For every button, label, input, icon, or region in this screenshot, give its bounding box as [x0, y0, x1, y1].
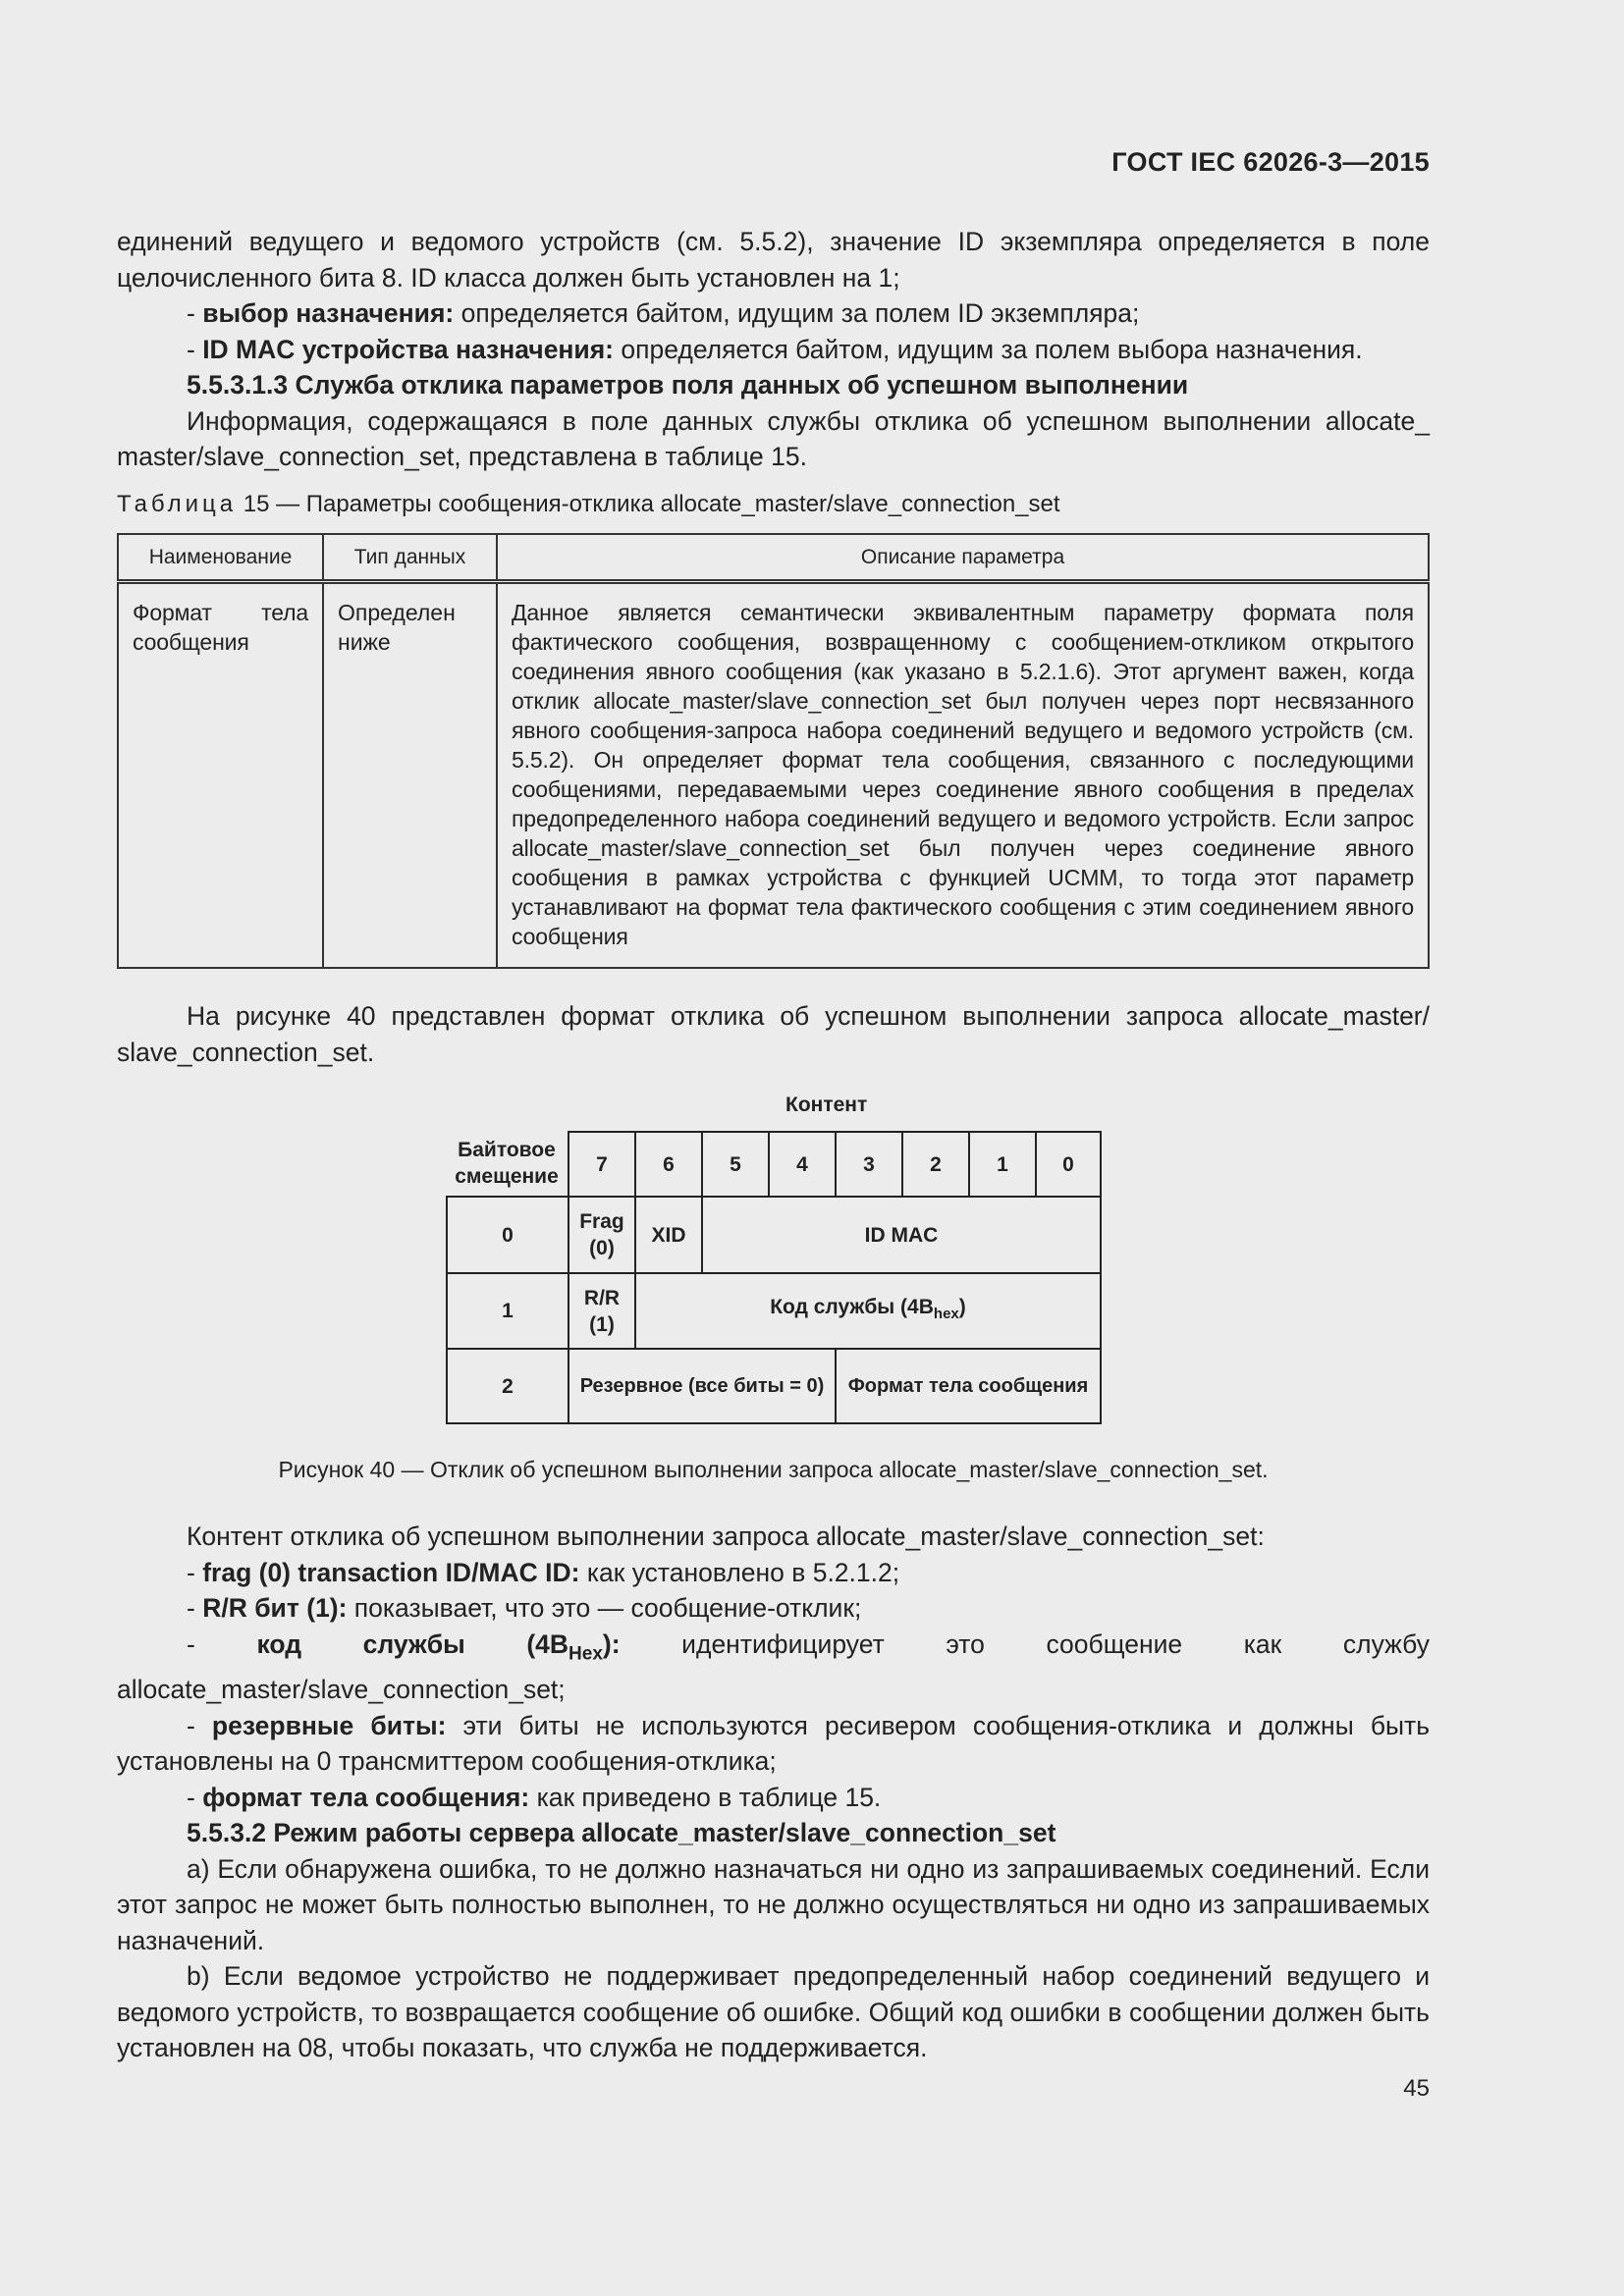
paragraph-b: b) Если ведомое устройство не поддерживает предопределенный набор соединений ведущего и ведомого устройств, то возвращается сообщение об ошибке. Общий код ошибки в сообщении должен быть установлен на 08, чтобы показать, что служба не поддерживается. [117, 1961, 1430, 2063]
section-heading: 5.5.3.2 Режим работы сервера allocate_master/slave_connection_set [187, 1818, 1056, 1848]
list-item: - резервные биты: эти биты не используются ресивером сообщения-отклика и должны быть установлены на 0 трансмиттером сообщения-отклика; [117, 1710, 1431, 1777]
page-number: 45 [1403, 2075, 1430, 2102]
standard-header: ГОСТ IEC 62026-3—2015 [1111, 147, 1430, 177]
column-header: Тип данных [323, 534, 497, 582]
list-item: - ID MAC устройства назначения: определяется байтом, идущим за полем выбора назначения. [187, 334, 1363, 364]
figure-caption: Рисунок 40 — Отклик об успешном выполнении запроса allocate_master/slave_connection_set. [278, 1457, 1269, 1482]
byte-offset: 0 [446, 1196, 569, 1274]
section-text: Информация, содержащаяся в поле данных службы отклика об успешном выполнении allocate_ master/slave_connection_set, представлена в таблице 15. [117, 405, 1430, 471]
paragraph-a: a) Если обнаружена ошибка, то не должно назначаться ни одно из запрашиваемых соединений. Если этот запрос не может быть полностью выполнен, то не должно осуществляться ни одно из запрашиваемых назначений. [117, 1853, 1430, 1955]
param-name: Формат тела сообщения [118, 582, 323, 969]
section-heading: 5.5.3.1.3 Служба отклика параметров поля данных об успешном выполнении [187, 370, 1189, 400]
bit-header: 7 [568, 1131, 636, 1198]
column-header: Наименование [118, 534, 323, 582]
bit-header: 3 [835, 1131, 903, 1198]
list-item: - формат тела сообщения: как приведено в таблице 15. [187, 1782, 882, 1812]
parameters-table [117, 533, 1430, 969]
idmac-cell: ID MAC [701, 1196, 1102, 1274]
figure-title: Контент [785, 1094, 868, 1116]
bit-header: 2 [901, 1131, 970, 1198]
table-header-row [118, 534, 1429, 582]
service-code-cell: Код службы $(4B_{hex})$ [634, 1272, 1102, 1350]
rr-cell: R/R (1) [568, 1272, 636, 1350]
xid-cell: XID [634, 1196, 703, 1274]
param-type: Определен ниже [323, 582, 497, 969]
table-row [118, 582, 1429, 969]
list-item: - код службы $(4B_{Hex})$: идентифицирует это сообщение как службу allocate_master/slave_connection_set; [117, 1629, 1430, 1705]
intro-line: единений ведущего и ведомого устройств (см. 5.5.2), значение ID экземпляра определяется в поле целочисленного бита 8. ID класса должен быть установлен на 1; [117, 227, 1430, 293]
bit-header: 4 [768, 1131, 837, 1198]
byte-offset: 2 [446, 1348, 569, 1424]
bit-header: 6 [634, 1131, 703, 1198]
table-caption: Таблица 15 — Параметры сообщения-отклика allocate_master/slave_connection_set [117, 491, 1060, 517]
bit-header: 5 [701, 1131, 770, 1198]
byte-offset: 1 [446, 1272, 569, 1350]
bit-header: 0 [1035, 1131, 1102, 1198]
figure-intro: На рисунке 40 представлен формат отклика об успешном выполнении запроса allocate_master/ slave_connection_set. [117, 1001, 1430, 1067]
content-lead: Контент отклика об успешном выполнении запроса allocate_master/slave_connection_set: [187, 1522, 1265, 1551]
offset-header: Байтовое смещение [455, 1139, 559, 1188]
list-item: - frag (0) transaction ID/MAC ID: как установлено в 5.2.1.2; [187, 1557, 900, 1587]
reserved-cell: Резервное (все биты = 0) [568, 1348, 837, 1424]
param-description: Данное является семантически эквивалентным параметру формата поля фактического сообщения, возвращенному с сообщением-откликом открытого соединения явного сообщения (как указано в 5.2.1.6). Этот аргумент важен, когда отклик allocate_master/slave_connection_set был получен через порт несвязанного явного сообщения-запроса набора соединений ведущего и ведомого устройств (см. 5.5.2). Он определяет формат тела сообщения, связанного с последующими сообщениями, передаваемыми через соединение явного сообщения в пределах предопределенного набора соединений ведущего и ведомого устройств. Если запрос allocate_master/slave_connection_set был получен через соединение явного сообщения в рамках устройства с функцией UCMM, то тогда этот параметр устанавливают на формат тела фактического сообщения с этим соединением явного сообщения [497, 582, 1429, 969]
intro-section [117, 224, 1430, 475]
bit-header: 1 [968, 1131, 1037, 1198]
frag-cell: Frag (0) [568, 1196, 636, 1274]
format-cell: Формат тела сообщения [835, 1348, 1102, 1424]
message-format-figure [446, 1131, 1102, 1427]
column-header: Описание параметра [497, 534, 1429, 582]
list-item: - выбор назначения: определяется байтом, идущим за полем ID экземпляра; [187, 298, 1140, 328]
content-section [117, 1519, 1430, 2066]
list-item: - R/R бит (1): показывает, что это — сообщение-отклик; [187, 1593, 862, 1623]
